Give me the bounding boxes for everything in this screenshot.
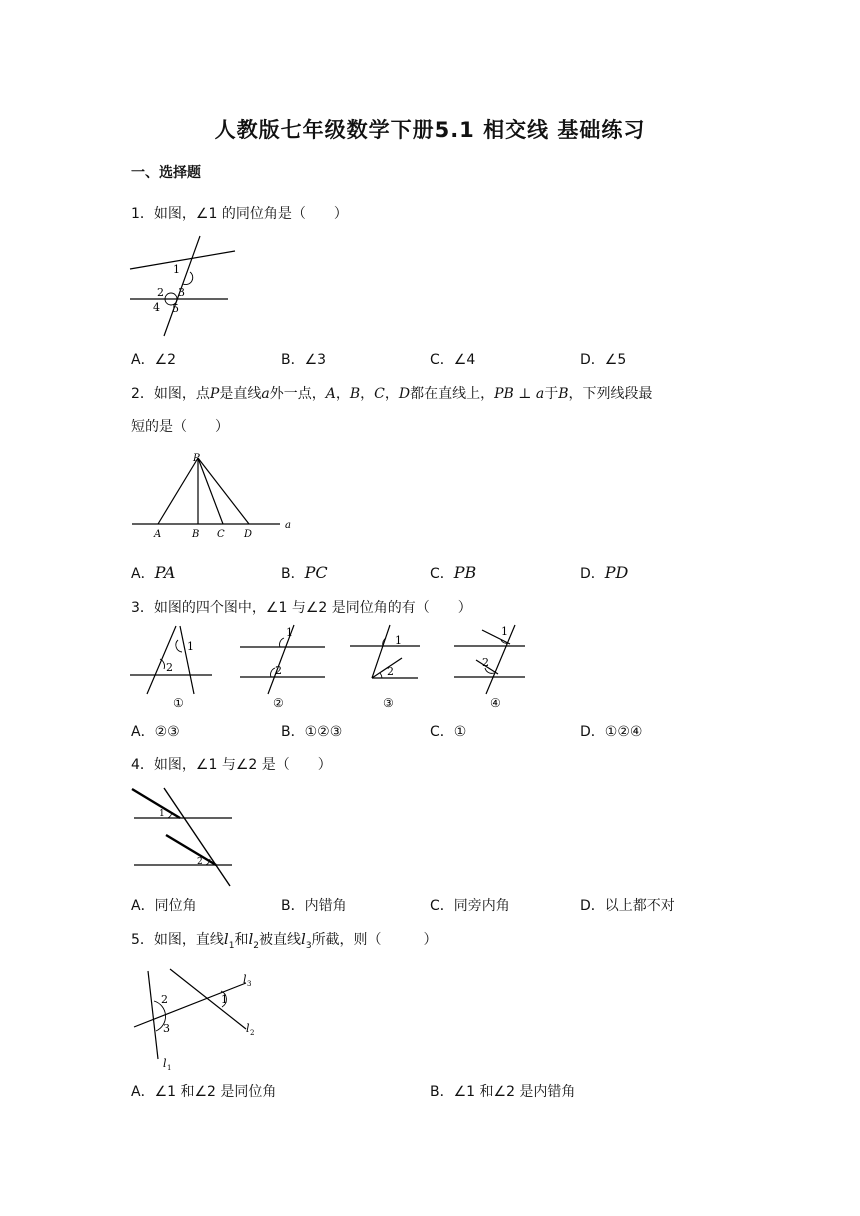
q4-option-a[interactable]: A．同位角 [131,898,197,914]
svg-text:2: 2 [250,1029,255,1037]
q4-option-d[interactable]: D．以上都不对 [580,898,675,914]
question-1-figure [128,232,240,342]
question-2-stem-line-2: 短的是（ ） [131,419,229,435]
page-title: 人教版七年级数学下册5.1 相交线 基础练习 [214,118,646,142]
question-2-figure [128,448,298,544]
q2-label-b: B [192,529,200,540]
q1-angle-label-5: 5 [172,302,179,315]
q3-f4-label-2: 2 [482,656,489,669]
question-3-stem: 3．如图的四个图中，∠1 与∠2 是同位角的有（ ） [131,600,472,616]
q3-option-d[interactable]: D．①②④ [580,724,643,740]
q2-option-b[interactable]: B．PC [281,563,328,582]
q2-label-line-a: a [285,520,291,531]
q1-angle-label-2: 2 [157,286,164,299]
q1-option-a[interactable]: A．∠2 [131,352,177,368]
q3-figure-1 [130,626,212,710]
q5-angle-label-2: 2 [161,993,168,1006]
q4-option-c[interactable]: C．同旁内角 [430,898,510,914]
q3-f2-label-2: 2 [275,664,282,677]
q5-line-label-l1 [163,1057,171,1072]
svg-text:3: 3 [247,980,252,988]
q3-f3-label-1: 1 [395,634,402,647]
q3-caption-3: ③ [383,696,394,710]
q3-option-b[interactable]: B．①②③ [281,724,343,740]
svg-text:l: l [243,973,247,986]
q4-angle-label-1: 1 [159,809,165,819]
question-3-figures [128,622,538,712]
question-4-figure [128,784,238,888]
q3-f1-label-2: 2 [166,661,173,674]
q5-line-label-l2 [246,1022,254,1037]
svg-text:1: 1 [167,1064,172,1072]
q3-f1-label-1: 1 [187,640,194,653]
q1-angle-label-1: 1 [173,263,180,276]
q5-angle-label-1: 1 [221,993,228,1006]
section-heading: 一、选择题 [131,165,201,181]
q3-figure-3 [350,625,420,710]
question-1-stem: 1．如图，∠1 的同位角是（ ） [131,206,348,222]
q1-option-c[interactable]: C．∠4 [430,352,476,368]
question-5-figure [128,961,260,1073]
q2-label-c: C [217,529,225,540]
q5-option-b[interactable]: B．∠1 和∠2 是内错角 [430,1084,576,1100]
svg-text:l: l [163,1057,167,1070]
q2-label-a: A [154,529,162,540]
q5-option-a[interactable]: A．∠1 和∠2 是同位角 [131,1084,277,1100]
q3-option-c[interactable]: C．① [430,724,467,740]
q3-option-a[interactable]: A．②③ [131,724,180,740]
q2-option-c[interactable]: C．PB [430,563,477,582]
q2-option-d[interactable]: D．PD [580,563,629,582]
q3-caption-1: ① [173,696,184,710]
q1-angle-label-4: 4 [153,301,160,314]
q4-angle-label-2: 2 [197,857,203,867]
question-2-stem: 2．如图，点P是直线a外一点，A，B，C，D都在直线上，PB ⊥ a于B，下列线段最 [131,386,653,402]
question-5-stem: 5．如图，直线$l_1$和$l_2$被直线$l_3$所截，则（ ） [131,930,438,951]
q3-figure-4 [454,625,525,710]
q1-angle-label-3: 3 [178,286,185,299]
q3-f4-label-1: 1 [501,625,508,638]
question-4-stem: 4．如图，∠1 与∠2 是（ ） [131,757,332,773]
q3-caption-2: ② [273,696,284,710]
q3-caption-4: ④ [490,696,501,710]
q2-label-d: D [244,529,253,540]
q4-option-b[interactable]: B．内错角 [281,898,347,914]
q1-option-b[interactable]: B．∠3 [281,352,327,368]
q3-f2-label-1: 1 [286,626,293,639]
q2-label-p: P [193,453,200,464]
q5-angle-label-3: 3 [163,1022,170,1035]
q2-option-a[interactable]: A．PA [131,563,176,582]
q3-f3-label-2: 2 [387,665,394,678]
q5-line-label-l3 [243,973,251,988]
q1-option-d[interactable]: D．∠5 [580,352,627,368]
svg-text:l: l [246,1022,250,1035]
q3-figure-2 [240,625,325,710]
